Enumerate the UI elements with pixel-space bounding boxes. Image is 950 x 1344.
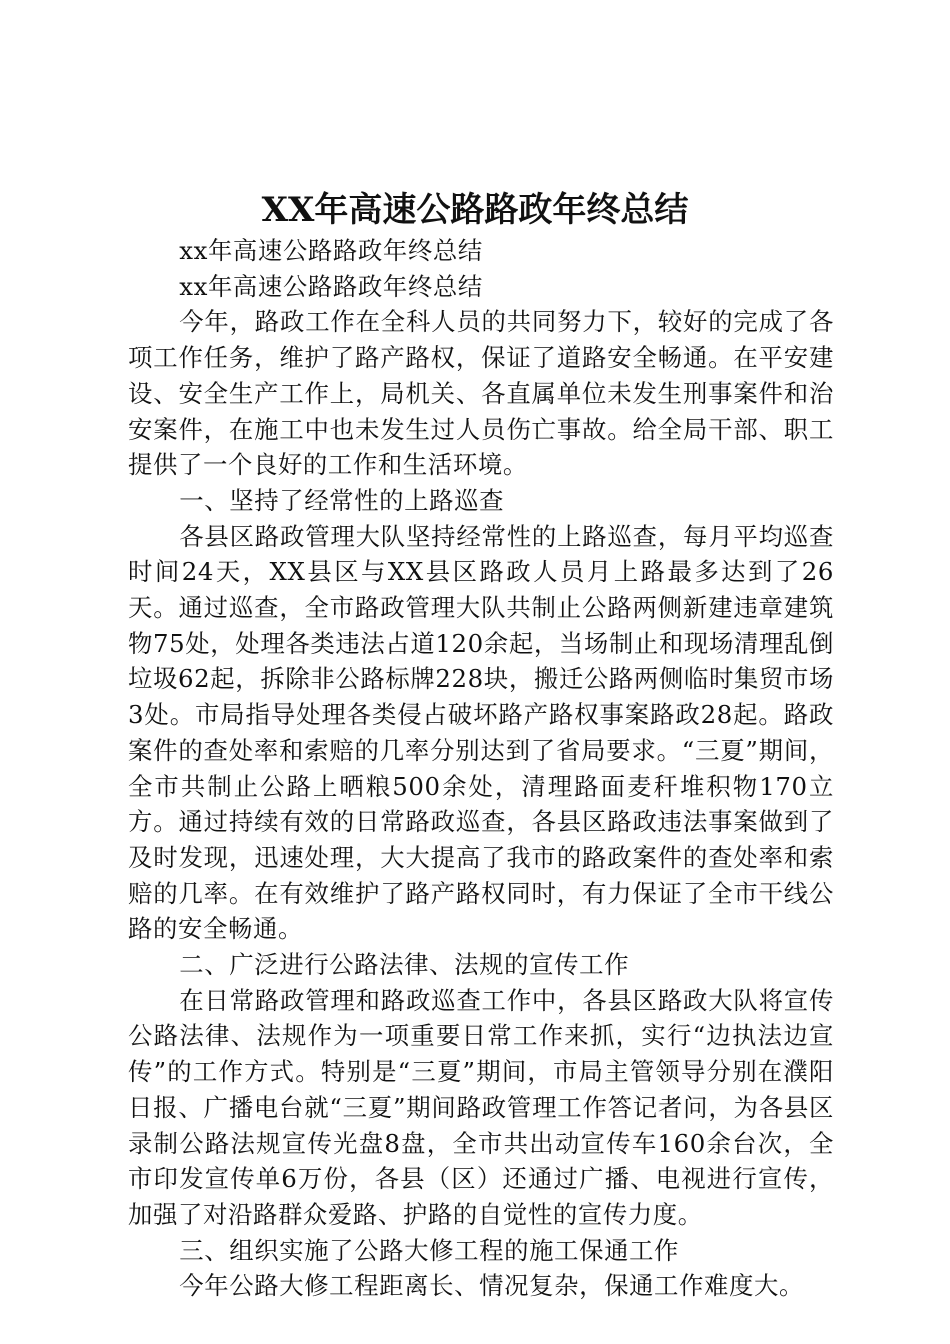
section-3-paragraph: 今年公路大修工程距离长、情况复杂，保通工作难度大。 [179,1271,805,1301]
section-2-paragraph: 在日常路政管理和路政巡查工作中，各县区路政大队将宣传公路法律、法规作为一项重要日常工作来抓，实行“边执法边宣传”的工作方式。特别是“三夏”期间，市局主管领导分别在濮阳日报、广播电台就“三夏”期间路政管理工作答记者问，为各县区录制公路法规宣传光盘8盘，全市共出动宣传车160余台次，全市印发宣传单6万份，各县（区）还通过广播、电视进行宣传，加强了对沿路群众爱路、护路的自觉性的宣传力度。 [128,985,834,1229]
subtitle-line: xx年高速公路路政年终总结 [179,271,483,301]
section-heading-1: 一、坚持了经常性的上路巡查 [179,485,505,515]
subtitle-line: xx年高速公路路政年终总结 [179,236,483,265]
section-1-paragraph: 各县区路政管理大队坚持经常性的上路巡查，每月平均巡查时间24天，XX县区与XX县区路政人员月上路最多达到了26天。通过巡查，全市路政管理大队共制止公路两侧新建违章建筑物75处，处理各类违法占道120余起，当场制止和现场清理乱倒垃圾62起，拆除非公路标牌228块，搬迁公路两侧临时集贸市场3处。市局指导处理各类侵占破坏路产路权事案路政28起。路政案件的查处率和索赔的几率分别达到了省局要求。“三夏”期间，全市共制止公路上晒粮500余处，清理路面麦秆堆积物170立方。通过持续有效的日常路政巡查，各县区路政违法事案做到了及时发现，迅速处理，大大提高了我市的路政案件的查处率和索赔的几率。在有效维护了路产路权同时，有力保证了全市干线公路的安全畅通。 [128,521,834,944]
document-title: XX年高速公路路政年终总结 [261,190,689,230]
intro-paragraph: 今年，路政工作在全科人员的共同努力下，较好的完成了各项工作任务，维护了路产路权，保证了道路安全畅通。在平安建设、安全生产工作上，局机关、各直属单位未发生刑事案件和治安案件，在施工中也未发生过人员伤亡事故。给全局干部、职工提供了一个良好的工作和生活环境。 [128,307,834,480]
document-body [128,233,834,1304]
section-heading-3: 三、组织实施了公路大修工程的施工保通工作 [179,1235,680,1265]
section-heading-2: 二、广泛进行公路法律、法规的宣传工作 [179,950,630,980]
